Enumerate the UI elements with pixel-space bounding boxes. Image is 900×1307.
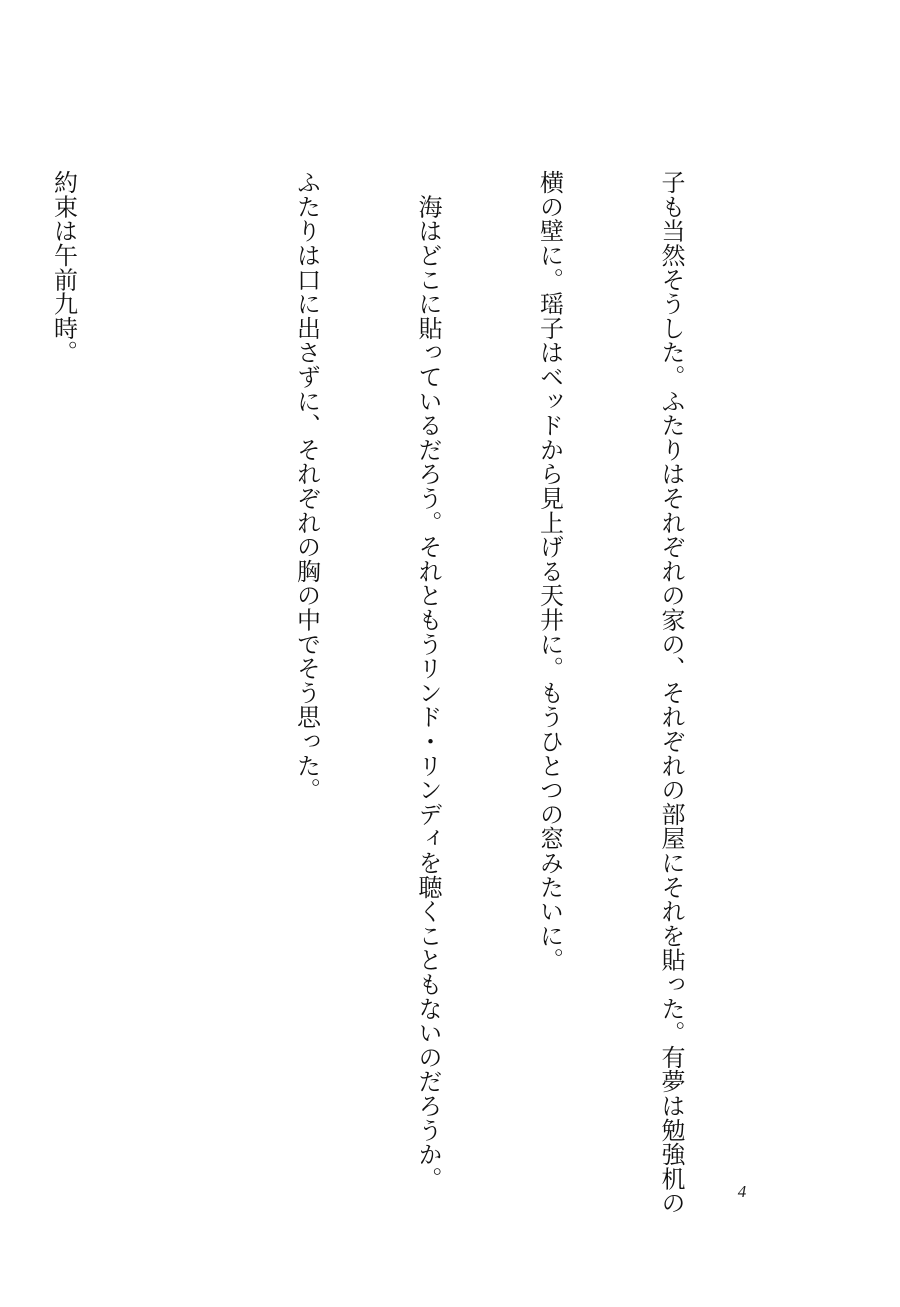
page-number: 4 — [737, 1182, 747, 1201]
text-line-1: 子も当然そうした。ふたりはそれぞれの家の、それぞれの部屋にそれを貼った。有夢は勉強机の — [657, 170, 685, 1215]
vertical-text-body — [0, 170, 772, 1215]
text-line-6: 約束は午前九時。 — [49, 170, 78, 365]
text-line-2: 横の壁に。瑶子はベッドから見上げる天井に。もうひとつの窓みたいに。 — [535, 170, 564, 972]
blank-line — [165, 170, 206, 1130]
text-line-4: ふたりは口に出さずに、それぞれの胸の中でそう思った。 — [292, 170, 321, 802]
text-line-3: 海はどこに貼っているだろう。それともうリンド・リンディを聴くこともないのだろうか。 — [414, 170, 442, 1191]
